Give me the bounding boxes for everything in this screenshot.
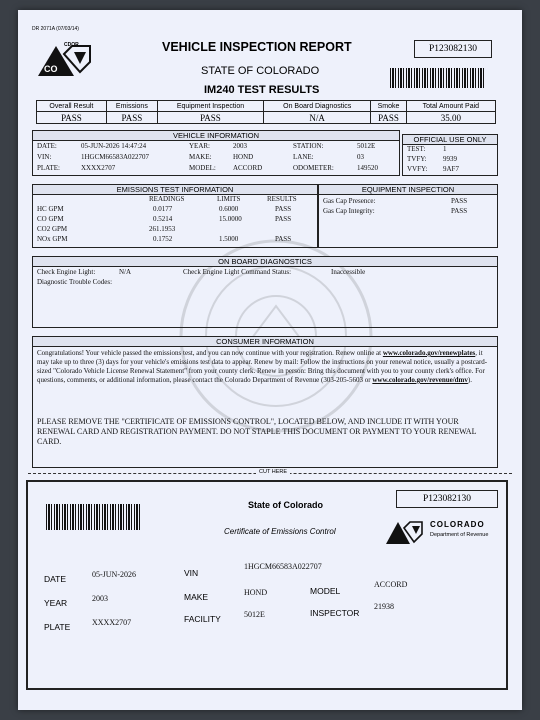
lane-value: 03 xyxy=(357,153,364,161)
cert-vin-label: VIN xyxy=(184,568,199,578)
cert-plate-value: XXXX2707 xyxy=(92,618,132,627)
cert-model-value: ACCORD xyxy=(374,580,408,589)
make-label: MAKE: xyxy=(189,153,212,161)
emissions-header: EMISSIONS TEST INFORMATION xyxy=(33,185,317,195)
vin-value: 1HGCM66583A022707 xyxy=(81,153,150,161)
summary-total: 35.00 xyxy=(406,112,495,124)
report-number: P123082130 xyxy=(414,40,492,58)
year-label: YEAR: xyxy=(189,142,210,150)
summary-header-total: Total Amount Paid xyxy=(406,101,495,112)
equipment-header: EQUIPMENT INSPECTION xyxy=(319,185,497,195)
emissions-row-limit: 1.5000 xyxy=(219,235,239,243)
consumer-notice: PLEASE REMOVE THE "CERTIFICATE OF EMISSIONS CONTROL", LOCATED BELOW, AND INCLUDE IT WITH YOUR RENEWAL CARD AND REGISTRATION PAYMENT. DO NOT STAPLE THIS DOCUMENT OR PAYMENT TO YOUR RENEWAL CARD. xyxy=(37,417,477,446)
date-value: 05-JUN-2026 14:47:24 xyxy=(81,142,147,150)
certificate-state: State of Colorado xyxy=(248,500,324,510)
cel-command-label: Check Engine Light Command Status: xyxy=(183,268,292,276)
emissions-row-label: CO GPM xyxy=(37,215,64,223)
cert-vin-value: 1HGCM66583A022707 xyxy=(244,562,322,571)
certificate-barcode xyxy=(46,504,142,530)
equipment-row-label: Gas Cap Presence: xyxy=(323,197,376,205)
test-label: TEST: xyxy=(407,145,426,153)
odometer-label: ODOMETER: xyxy=(293,164,334,172)
summary-header-overall: Overall Result xyxy=(37,101,107,112)
equipment-row-value: PASS xyxy=(451,197,468,205)
certificate-title: Certificate of Emissions Control xyxy=(224,527,336,536)
odometer-value: 149520 xyxy=(357,164,378,172)
cert-facility-label: FACILITY xyxy=(184,614,221,624)
consumer-info-header: CONSUMER INFORMATION xyxy=(33,337,497,347)
emissions-row-reading: 0.5214 xyxy=(153,215,173,223)
cert-make-value: HOND xyxy=(244,588,268,597)
emissions-row-label: NOx GPM xyxy=(37,235,68,243)
certificate-box xyxy=(26,480,508,690)
cert-model-label: MODEL xyxy=(310,586,341,596)
tvfy-value: 9939 xyxy=(443,155,457,163)
vehicle-info-box xyxy=(32,130,400,176)
vvfy-value: 9AF7 xyxy=(443,165,459,173)
emissions-row-result: PASS xyxy=(275,205,292,213)
station-value: 5012E xyxy=(357,142,376,150)
report-title: VEHICLE INSPECTION REPORT xyxy=(162,40,352,54)
summary-overall: PASS xyxy=(37,112,107,124)
summary-obd: N/A xyxy=(264,112,371,124)
inspection-report-sheet xyxy=(18,10,522,710)
vvfy-label: VVFY: xyxy=(407,165,428,173)
consumer-text: , it may take up to three (3) days for your vehicle's emissions test data to appear. Renew by mail: Follow the instructions on your renewal notice, usually a postcard-sized "Colorado Vehicle License Renewal Statement" from your county clerk. Renew in person: Bring this document with you to your county clerk's office. For questions, comments, or additional information, please contact the Colorado Department of Revenue (303-205-5603 or xyxy=(37,349,488,384)
emissions-row-label: CO2 GPM xyxy=(37,225,68,233)
model-label: MODEL: xyxy=(189,164,216,172)
consumer-paragraph xyxy=(37,349,493,385)
report-subtitle: IM240 TEST RESULTS xyxy=(204,84,320,96)
official-use-box xyxy=(402,134,498,176)
cert-plate-label: PLATE xyxy=(44,622,71,632)
certificate-brand: COLORADO xyxy=(430,520,485,529)
test-value: 1 xyxy=(443,145,447,153)
emissions-row-limit: 15.0000 xyxy=(219,215,242,223)
certificate-co-logo xyxy=(384,518,424,546)
tvfy-label: TVFY: xyxy=(407,155,427,163)
renewplates-link[interactable]: www.colorado.gov/renewplates xyxy=(382,349,476,357)
logo-text: CDOR xyxy=(64,42,79,48)
obd-header: ON BOARD DIAGNOSTICS xyxy=(33,257,497,267)
summary-equipment: PASS xyxy=(157,112,263,124)
cert-facility-value: 5012E xyxy=(244,610,265,619)
cel-command-value: Inaccessible xyxy=(331,268,366,276)
make-value: HOND xyxy=(233,153,254,161)
revenue-dmv-link[interactable]: www.colorado.gov/revenue/dmv xyxy=(372,376,468,384)
emissions-row-limit: 0.6000 xyxy=(219,205,239,213)
summary-header-equipment: Equipment Inspection xyxy=(157,101,263,112)
emissions-row-reading: 0.1752 xyxy=(153,235,173,243)
emissions-row-result: PASS xyxy=(275,235,292,243)
emissions-col-results: RESULTS xyxy=(267,195,297,203)
cert-date-label: DATE xyxy=(44,574,67,584)
equipment-row-value: PASS xyxy=(451,207,468,215)
dtc-label: Diagnostic Trouble Codes: xyxy=(37,278,113,286)
cert-inspector-value: 21938 xyxy=(374,602,394,611)
plate-label: PLATE: xyxy=(37,164,60,172)
summary-header-obd: On Board Diagnostics xyxy=(264,101,371,112)
cert-inspector-label: INSPECTOR xyxy=(310,608,360,618)
summary-emissions: PASS xyxy=(106,112,157,124)
form-code: DR 2071A (07/03/14) xyxy=(32,26,79,32)
cert-make-label: MAKE xyxy=(184,592,209,602)
plate-value: XXXX2707 xyxy=(81,164,116,172)
consumer-text: ). xyxy=(467,376,472,384)
cdor-logo xyxy=(36,42,92,78)
obd-box xyxy=(32,256,498,328)
cut-here-label: CUT HERE xyxy=(256,469,290,475)
emissions-col-limits: LIMITS xyxy=(217,195,241,203)
cert-year-label: YEAR xyxy=(44,598,68,608)
report-state: STATE OF COLORADO xyxy=(201,65,320,77)
lane-label: LANE: xyxy=(293,153,314,161)
equipment-row-label: Gas Cap Integrity: xyxy=(323,207,375,215)
vin-label: VIN: xyxy=(37,153,52,161)
cert-year-value: 2003 xyxy=(92,594,108,603)
summary-table xyxy=(36,100,496,124)
consumer-info-box xyxy=(32,336,498,468)
model-value: ACCORD xyxy=(233,164,263,172)
consumer-text: Congratulations! Your vehicle passed the emissions test, and you can now continue with your registration. Renew online at xyxy=(37,349,383,357)
summary-header-emissions: Emissions xyxy=(106,101,157,112)
logo-abbr: CO xyxy=(44,64,58,74)
cert-date-value: 05-JUN-2026 xyxy=(92,570,136,579)
cel-value: N/A xyxy=(119,268,132,276)
year-value: 2003 xyxy=(233,142,247,150)
emissions-row-reading: 261.1953 xyxy=(149,225,176,233)
summary-smoke: PASS xyxy=(371,112,406,124)
emissions-row-result: PASS xyxy=(275,215,292,223)
date-label: DATE: xyxy=(37,142,57,150)
emissions-row-label: HC GPM xyxy=(37,205,64,213)
report-barcode xyxy=(390,68,486,88)
emissions-row-reading: 0.0177 xyxy=(153,205,173,213)
certificate-number: P123082130 xyxy=(396,490,498,508)
cel-label: Check Engine Light: xyxy=(37,268,96,276)
vehicle-info-header: VEHICLE INFORMATION xyxy=(33,131,399,141)
summary-header-smoke: Smoke xyxy=(371,101,406,112)
certificate-dept: Department of Revenue xyxy=(430,532,489,538)
official-use-header: OFFICIAL USE ONLY xyxy=(403,135,497,145)
station-label: STATION: xyxy=(293,142,324,150)
emissions-col-readings: READINGS xyxy=(149,195,185,203)
